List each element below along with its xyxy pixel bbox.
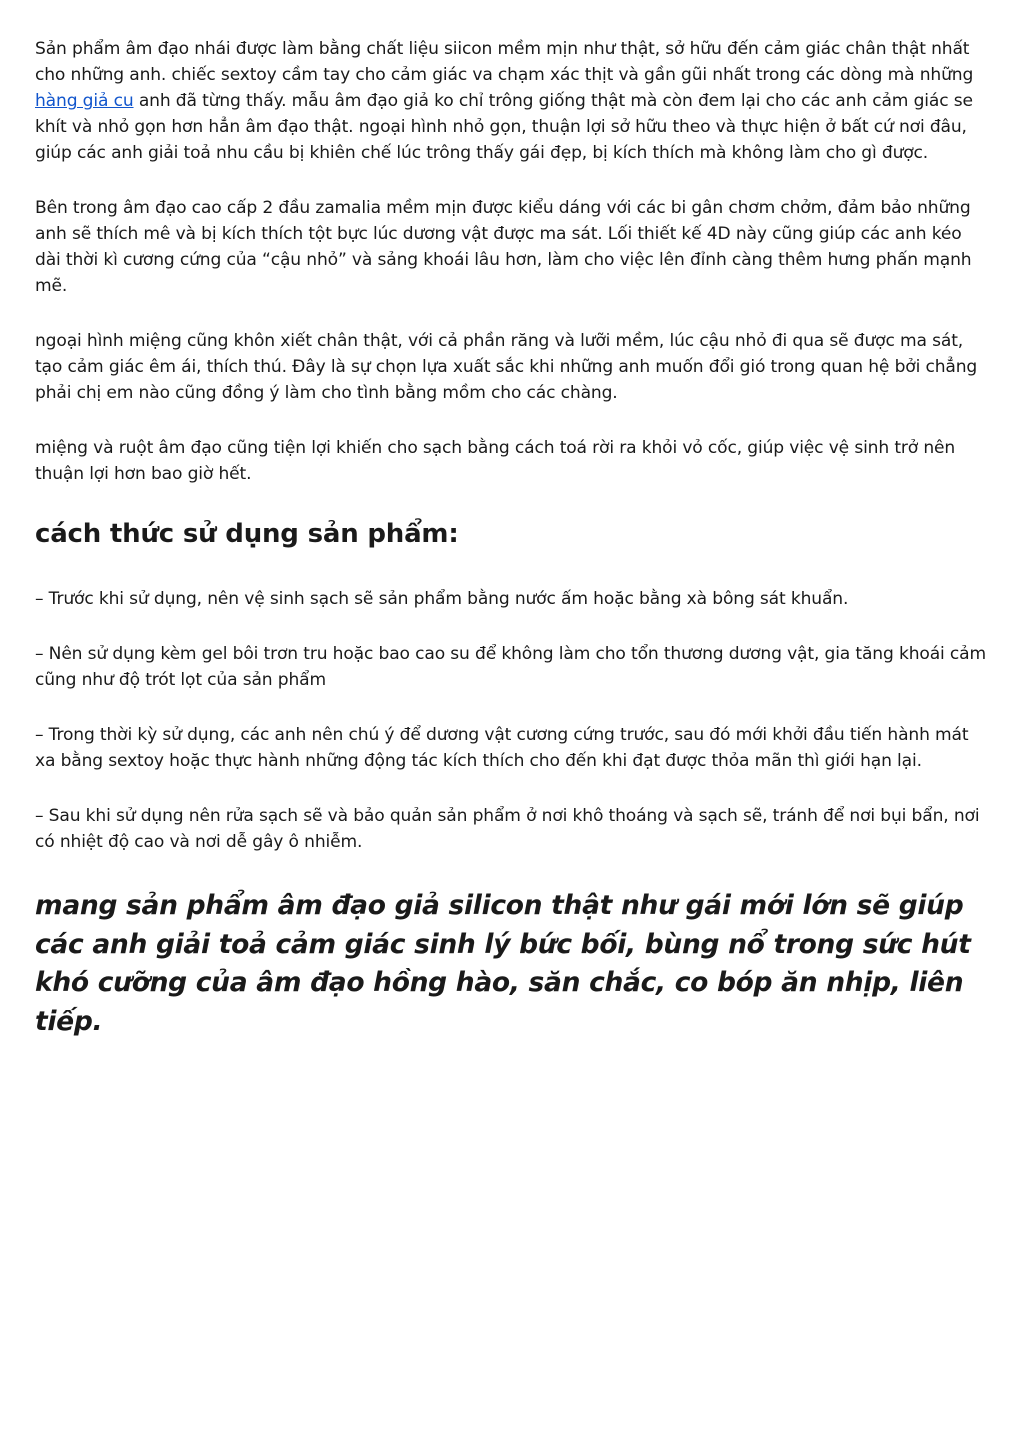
body-paragraph: ngoại hình miệng cũng khôn xiết chân thật, với cả phần răng và lưỡi mềm, lúc cậu nhỏ đi qua sẽ được ma sát, tạo cảm giác êm ái, thích thú. Đây là sự chọn lựa xuất sắc khi những anh muốn đổi gió trong quan hệ bởi chẳng phải chị em nào cũng đồng ý làm cho tình bằng mồm cho các chàng. xyxy=(35,331,978,403)
usage-step: – Nên sử dụng kèm gel bôi trơn tru hoặc bao cao su để không làm cho tổn thương dương vật, gia tăng khoái cảm cũng như độ trót lọt của sản phẩm xyxy=(35,644,986,690)
intro-text-end: anh đã từng thấy. mẫu âm đạo giả ko chỉ trông giống thật mà còn đem lại cho các anh cảm giác se khít và nhỏ gọn hơn hẳn âm đạo thật. ngoại hình nhỏ gọn, thuận lợi sở hữu theo và thực hiện ở bất cứ nơi đâu, giúp các anh giải toả nhu cầu bị khiên chế lúc trông thấy gái đẹp, bị kích thích mà không làm cho gì được. xyxy=(35,91,973,163)
usage-step: – Trong thời kỳ sử dụng, các anh nên chú ý để dương vật cương cứng trước, sau đó mới khởi đầu tiến hành mát xa bằng sextoy hoặc thực hành những động tác kích thích cho đến khi đạt được thỏa mãn thì giới hạn lại. xyxy=(35,725,969,771)
body-paragraph: Bên trong âm đạo cao cấp 2 đầu zamalia mềm mịn được kiểu dáng với các bi gân chơm chởm, đảm bảo những anh sẽ thích mê và bị kích thích tột bực lúc dương vật được ma sát. Lối thiết kế 4D này cũng giúp các anh kéo dài thời kì cương cứng của “cậu nhỏ” và sảng khoái lâu hơn, làm cho việc lên đỉnh càng thêm hưng phấn mạnh mẽ. xyxy=(35,198,972,296)
intro-text-start: Sản phẩm âm đạo nhái được làm bằng chất liệu siicon mềm mịn như thật, sở hữu đến cảm giác chân thật nhất cho những anh. chiếc sextoy cầm tay cho cảm giác va chạm xác thịt và gần gũi nhất trong các dòng mà những xyxy=(35,39,974,85)
hang-gia-cu-link[interactable]: hàng giả cu xyxy=(35,91,134,111)
closing-heading: mang sản phẩm âm đạo giả silicon thật như gái mới lớn sẽ giúp các anh giải toả cảm giác sinh lý bức bối, bùng nổ trong sức hút khó cưỡng của âm đạo hồng hào, săn chắc, co bóp ăn nhịp, liên tiếp. xyxy=(35,890,971,1037)
usage-heading: cách thức sử dụng sản phẩm: xyxy=(35,519,459,549)
intro-paragraph xyxy=(35,36,990,166)
usage-step: – Sau khi sử dụng nên rửa sạch sẽ và bảo quản sản phẩm ở nơi khô thoáng và sạch sẽ, tránh để nơi bụi bẩn, nơi có nhiệt độ cao và nơi dễ gây ô nhiễm. xyxy=(35,806,980,852)
body-paragraph: miệng và ruột âm đạo cũng tiện lợi khiến cho sạch bằng cách toá rời ra khỏi vỏ cốc, giúp việc vệ sinh trở nên thuận lợi hơn bao giờ hết. xyxy=(35,438,956,484)
usage-step: – Trước khi sử dụng, nên vệ sinh sạch sẽ sản phẩm bằng nước ấm hoặc bằng xà bông sát khuẩn. xyxy=(35,589,849,609)
